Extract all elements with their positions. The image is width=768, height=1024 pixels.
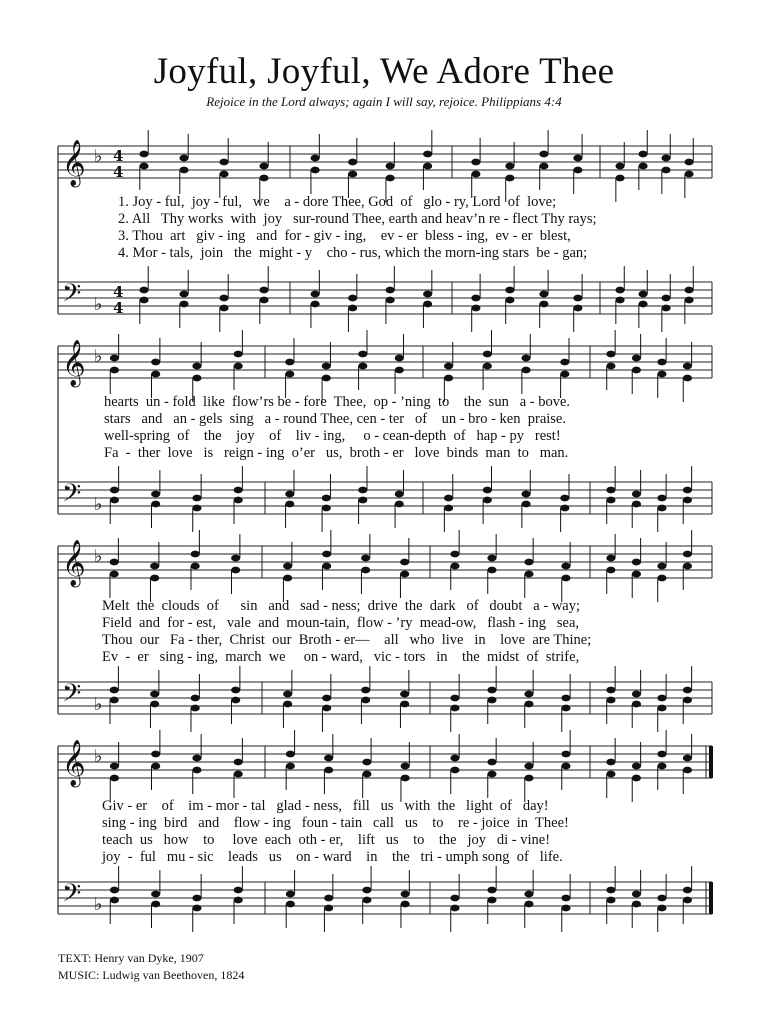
note-head (561, 751, 570, 758)
lyric-line: joy - ful mu - sic leads us on - ward in the tri - umph song of life. (102, 849, 563, 865)
note-head (661, 295, 670, 302)
note-head (657, 495, 666, 502)
note-head (192, 363, 201, 370)
note-head (234, 497, 243, 504)
note-head (192, 495, 201, 502)
note-head (192, 755, 201, 762)
note-head (561, 705, 570, 712)
lyric-line: 2. All Thy works with joy sur-round Thee, earth and heav’n re - flect Thy rays; (118, 211, 597, 227)
note-head (524, 901, 533, 908)
note-head (471, 305, 480, 312)
note-head (285, 359, 294, 366)
final-barline (709, 746, 713, 778)
note-head (487, 697, 496, 704)
note-head (573, 167, 582, 174)
note-head (358, 363, 367, 370)
note-head (361, 555, 370, 562)
treble-clef-icon: 𝄞 (62, 540, 86, 586)
note-head (423, 301, 432, 308)
note-head (110, 897, 119, 904)
lyric-line: Fa - ther love is reign - ing o’er us, broth - er love binds man to man. (104, 445, 569, 461)
note-head (487, 887, 496, 894)
note-head (192, 375, 201, 382)
note-head (423, 291, 432, 298)
note-head (283, 575, 292, 582)
note-head (150, 575, 159, 582)
note-head (179, 155, 188, 162)
note-head (151, 751, 160, 758)
note-head (471, 171, 480, 178)
note-head (110, 487, 119, 494)
note-head (110, 887, 119, 894)
note-head (657, 763, 666, 770)
note-head (606, 567, 615, 574)
note-head (191, 705, 200, 712)
note-head (285, 501, 294, 508)
note-head (361, 687, 370, 694)
note-head (450, 755, 459, 762)
note-head (219, 305, 228, 312)
note-head (487, 567, 496, 574)
note-head (521, 355, 530, 362)
lyric-line: 4. Mor - tals, join the might - y cho - rus, which the morn-ing stars be - gan; (118, 245, 588, 261)
flat-sign-icon: ♭ (94, 494, 103, 515)
note-head (683, 375, 692, 382)
note-head (606, 887, 615, 894)
note-head (192, 895, 201, 902)
note-head (606, 759, 615, 766)
note-head (615, 175, 624, 182)
note-head (657, 359, 666, 366)
note-head (151, 359, 160, 366)
note-head (322, 505, 331, 512)
note-head (191, 563, 200, 570)
note-head (573, 295, 582, 302)
time-signature-top: 4 (113, 147, 124, 165)
note-head (505, 297, 514, 304)
note-head (322, 705, 331, 712)
flat-sign-icon: ♭ (94, 894, 103, 915)
note-head (362, 759, 371, 766)
note-head (386, 163, 395, 170)
note-head (386, 287, 395, 294)
note-head (471, 159, 480, 166)
hymn-title: Joyful, Joyful, We Adore Thee (153, 51, 615, 92)
hymn-credits (58, 950, 244, 984)
note-head (444, 363, 453, 370)
note-head (444, 505, 453, 512)
note-head (615, 287, 624, 294)
note-head (487, 897, 496, 904)
note-head (401, 763, 410, 770)
note-head (561, 905, 570, 912)
note-head (683, 363, 692, 370)
note-head (179, 167, 188, 174)
note-head (151, 763, 160, 770)
lyric-line: Ev - er sing - ing, march we on - ward, vic - tors in the midst of strife, (102, 649, 580, 665)
note-head (386, 175, 395, 182)
note-head (234, 363, 243, 370)
note-head (234, 771, 243, 778)
note-head (231, 687, 240, 694)
note-head (139, 297, 148, 304)
note-head (324, 767, 333, 774)
note-head (505, 175, 514, 182)
note-head (683, 755, 692, 762)
note-head (606, 697, 615, 704)
note-head (283, 701, 292, 708)
note-head (322, 495, 331, 502)
note-head (683, 887, 692, 894)
lyric-line: hearts un - fold like flow’rs be - fore Thee, op - ’ning to the sun a - bove. (104, 394, 571, 410)
note-head (657, 575, 666, 582)
note-head (286, 751, 295, 758)
note-head (657, 563, 666, 570)
note-head (560, 371, 569, 378)
note-head (395, 367, 404, 374)
note-head (285, 491, 294, 498)
note-head (234, 351, 243, 358)
note-head (110, 497, 119, 504)
flat-sign-icon: ♭ (94, 694, 103, 715)
note-head (401, 775, 410, 782)
note-head (657, 895, 666, 902)
note-head (151, 901, 160, 908)
note-head (179, 301, 188, 308)
scripture-subtitle: Rejoice in the Lord always; again I will say, rejoice. Philippians 4:4 (206, 94, 562, 109)
note-head (110, 687, 119, 694)
note-head (471, 295, 480, 302)
note-head (606, 771, 615, 778)
note-head (483, 363, 492, 370)
note-head (450, 551, 459, 558)
flat-sign-icon: ♭ (94, 146, 103, 167)
note-head (450, 895, 459, 902)
note-head (110, 367, 119, 374)
note-head (524, 559, 533, 566)
note-head (521, 367, 530, 374)
note-head (110, 355, 119, 362)
note-head (524, 571, 533, 578)
note-head (324, 755, 333, 762)
note-head (684, 287, 693, 294)
note-head (423, 163, 432, 170)
note-head (505, 163, 514, 170)
note-head (231, 567, 240, 574)
note-head (483, 497, 492, 504)
note-head (450, 905, 459, 912)
bass-clef-icon: 𝄢 (62, 279, 82, 314)
note-head (632, 559, 641, 566)
note-head (539, 291, 548, 298)
note-head (661, 155, 670, 162)
note-head (234, 897, 243, 904)
treble-clef-icon: 𝄞 (62, 140, 86, 186)
note-head (191, 551, 200, 558)
note-head (483, 351, 492, 358)
note-head (657, 705, 666, 712)
note-head (231, 697, 240, 704)
note-head (632, 571, 641, 578)
lyric-line: Thou our Fa - ther, Christ our Broth - er— all who live in love are Thine; (102, 632, 592, 648)
note-head (539, 163, 548, 170)
note-head (151, 891, 160, 898)
note-head (539, 301, 548, 308)
note-head (684, 297, 693, 304)
note-head (361, 697, 370, 704)
note-head (560, 359, 569, 366)
note-head (110, 559, 119, 566)
flat-sign-icon: ♭ (94, 546, 103, 567)
bass-clef-icon: 𝄢 (62, 879, 82, 914)
note-head (521, 491, 530, 498)
note-head (606, 897, 615, 904)
note-head (401, 901, 410, 908)
note-head (683, 497, 692, 504)
note-head (192, 905, 201, 912)
note-head (150, 691, 159, 698)
note-head (632, 367, 641, 374)
note-head (638, 163, 647, 170)
note-head (606, 497, 615, 504)
note-head (259, 175, 268, 182)
note-head (395, 501, 404, 508)
note-head (358, 497, 367, 504)
note-head (606, 363, 615, 370)
note-head (400, 691, 409, 698)
note-head (657, 905, 666, 912)
note-head (444, 375, 453, 382)
note-head (362, 897, 371, 904)
note-head (539, 151, 548, 158)
note-head (487, 687, 496, 694)
music-credit: MUSIC: Ludwig van Beethoven, 1824 (58, 968, 245, 982)
note-head (657, 505, 666, 512)
note-head (505, 287, 514, 294)
note-head (683, 697, 692, 704)
note-head (219, 159, 228, 166)
lyric-line: 1. Joy - ful, joy - ful, we a - dore Thee, God of glo - ry, Lord of love; (118, 194, 557, 210)
note-head (151, 371, 160, 378)
note-head (684, 159, 693, 166)
note-head (561, 563, 570, 570)
note-head (151, 501, 160, 508)
note-head (524, 691, 533, 698)
lyric-line: Field and for - est, vale and moun-tain, flow - ’ry mead-ow, flash - ing sea, (102, 615, 580, 631)
note-head (322, 363, 331, 370)
note-head (231, 555, 240, 562)
note-head (395, 491, 404, 498)
note-head (444, 495, 453, 502)
note-head (606, 555, 615, 562)
note-head (110, 763, 119, 770)
note-head (259, 287, 268, 294)
lyric-line: Giv - er of im - mor - tal glad - ness, fill us with the light of day! (102, 798, 549, 814)
note-head (632, 491, 641, 498)
note-head (423, 151, 432, 158)
note-head (450, 705, 459, 712)
note-head (524, 775, 533, 782)
note-head (606, 487, 615, 494)
note-head (683, 897, 692, 904)
note-head (139, 151, 148, 158)
note-head (487, 771, 496, 778)
flat-sign-icon: ♭ (94, 346, 103, 367)
text-credit: TEXT: Henry van Dyke, 1907 (58, 951, 204, 965)
note-head (400, 571, 409, 578)
note-head (283, 563, 292, 570)
note-head (348, 171, 357, 178)
note-head (179, 291, 188, 298)
note-head (632, 691, 641, 698)
note-head (657, 371, 666, 378)
note-head (286, 901, 295, 908)
note-head (638, 291, 647, 298)
note-head (573, 305, 582, 312)
note-head (283, 691, 292, 698)
note-head (632, 775, 641, 782)
note-head (348, 295, 357, 302)
note-head (311, 155, 320, 162)
lyric-line: Melt the clouds of sin and sad - ness; drive the dark of doubt a - way; (102, 598, 581, 614)
lyric-line: teach us how to love each oth - er, lift us to the joy di - vine! (102, 832, 551, 848)
note-head (683, 487, 692, 494)
note-head (632, 763, 641, 770)
lyric-line: well-spring of the joy of liv - ing, o - cean-depth of hap - py rest! (104, 428, 561, 444)
time-signature-bottom: 4 (113, 163, 124, 181)
note-head (561, 763, 570, 770)
note-head (400, 701, 409, 708)
note-head (483, 487, 492, 494)
note-head (487, 555, 496, 562)
final-barline (709, 882, 713, 914)
note-head (358, 351, 367, 358)
note-head (311, 301, 320, 308)
note-head (322, 695, 331, 702)
treble-clef-icon: 𝄞 (62, 740, 86, 786)
note-head (150, 701, 159, 708)
note-head (386, 297, 395, 304)
note-head (311, 291, 320, 298)
note-head (615, 297, 624, 304)
note-head (324, 895, 333, 902)
note-head (524, 701, 533, 708)
note-head (362, 771, 371, 778)
note-head (657, 695, 666, 702)
note-head (615, 163, 624, 170)
note-head (632, 901, 641, 908)
note-head (638, 151, 647, 158)
note-head (324, 905, 333, 912)
note-head (259, 163, 268, 170)
bass-clef-icon: 𝄢 (62, 679, 82, 714)
bass-clef-icon: 𝄢 (62, 479, 82, 514)
note-head (219, 171, 228, 178)
note-head (661, 305, 670, 312)
note-head (683, 767, 692, 774)
note-head (395, 355, 404, 362)
note-head (683, 551, 692, 558)
note-head (487, 759, 496, 766)
note-head (110, 571, 119, 578)
note-head (322, 563, 331, 570)
note-head (561, 695, 570, 702)
note-head (234, 487, 243, 494)
note-head (259, 297, 268, 304)
note-head (606, 351, 615, 358)
note-head (400, 559, 409, 566)
note-head (450, 695, 459, 702)
note-head (151, 491, 160, 498)
note-head (361, 567, 370, 574)
note-head (657, 751, 666, 758)
note-head (192, 505, 201, 512)
note-head (348, 159, 357, 166)
note-head (560, 495, 569, 502)
note-head (311, 167, 320, 174)
note-head (322, 551, 331, 558)
note-head (362, 887, 371, 894)
note-head (560, 505, 569, 512)
note-head (683, 563, 692, 570)
note-head (606, 687, 615, 694)
note-head (110, 775, 119, 782)
note-head (573, 155, 582, 162)
note-head (632, 701, 641, 708)
note-head (561, 575, 570, 582)
note-head (234, 759, 243, 766)
note-head (684, 171, 693, 178)
note-head (322, 375, 331, 382)
note-head (234, 887, 243, 894)
flat-sign-icon: ♭ (94, 294, 103, 315)
note-head (401, 891, 410, 898)
treble-clef-icon: 𝄞 (62, 340, 86, 386)
note-head (524, 763, 533, 770)
note-head (561, 895, 570, 902)
note-head (661, 167, 670, 174)
lyric-line: 3. Thou art giv - ing and for - giv - ing, ev - er bless - ing, ev - er blest, (118, 228, 571, 244)
note-head (524, 891, 533, 898)
note-head (192, 767, 201, 774)
note-head (632, 501, 641, 508)
note-head (191, 695, 200, 702)
note-head (285, 371, 294, 378)
lyric-line: sing - ing bird and flow - ing foun - tain call us to re - joice in Thee! (102, 815, 569, 831)
note-head (286, 891, 295, 898)
note-head (638, 301, 647, 308)
note-head (348, 305, 357, 312)
note-head (521, 501, 530, 508)
note-head (286, 763, 295, 770)
note-head (632, 355, 641, 362)
note-head (632, 891, 641, 898)
note-head (219, 295, 228, 302)
note-head (450, 563, 459, 570)
note-head (110, 697, 119, 704)
note-head (683, 687, 692, 694)
note-head (450, 767, 459, 774)
flat-sign-icon: ♭ (94, 746, 103, 767)
time-signature-top: 4 (113, 283, 124, 301)
note-head (139, 163, 148, 170)
lyric-line: stars and an - gels sing a - round Thee, cen - ter of un - bro - ken praise. (104, 411, 566, 427)
note-head (139, 287, 148, 294)
time-signature-bottom: 4 (113, 299, 124, 317)
note-head (358, 487, 367, 494)
note-head (150, 563, 159, 570)
